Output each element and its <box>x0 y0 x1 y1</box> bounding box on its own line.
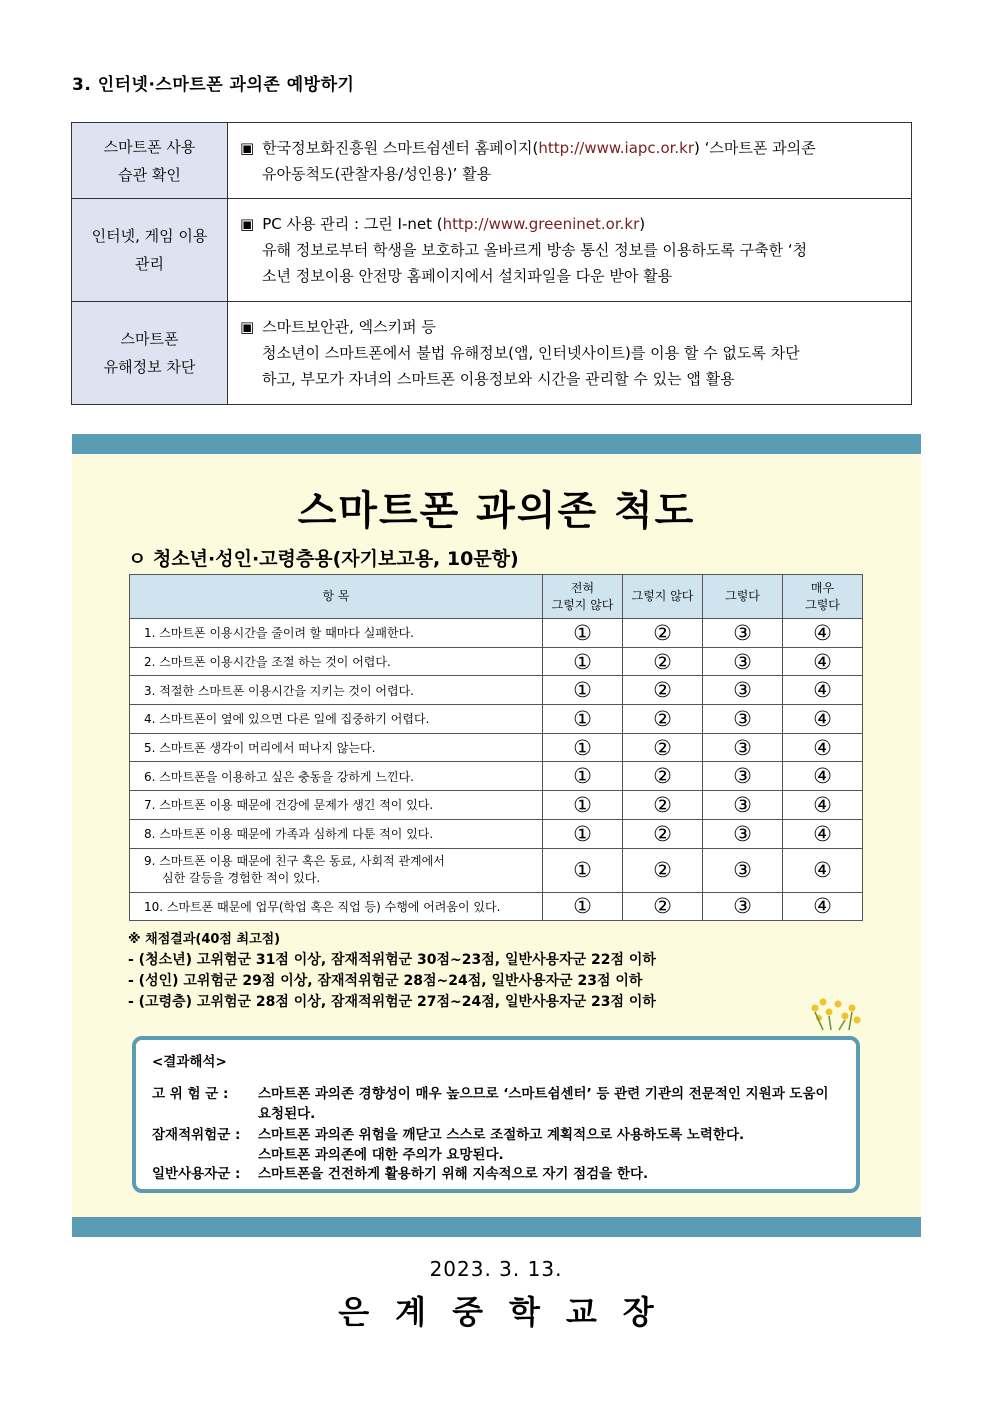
link-url[interactable]: http://www.greeninet.or.kr <box>442 215 640 233</box>
top-bar <box>72 434 921 454</box>
category-label: 유해정보 차단 <box>103 358 196 376</box>
result-row <box>152 1084 852 1124</box>
table-row <box>72 199 912 302</box>
desc-text: 청소년이 스마트폰에서 불법 유해정보(앱, 인터넷사이트)를 이용 할 수 없도록 차단 <box>262 344 800 362</box>
description-cell <box>228 123 912 199</box>
choice-4[interactable]: ④ <box>783 676 863 705</box>
scoring-line: - (청소년) 고위험군 31점 이상, 잠재적위험군 30점~23점, 일반사용자군 22점 이하 <box>128 952 656 968</box>
result-line: 스마트폰 과의존에 대한 주의가 요망된다. <box>258 1147 504 1163</box>
desc-text: PC 사용 관리 : 그린 I-net ( <box>262 215 443 233</box>
item-text: 8. 스마트폰 이용 때문에 가족과 심하게 다툰 적이 있다. <box>144 827 434 842</box>
item-text: 1. 스마트폰 이용시간을 줄이려 할 때마다 실패한다. <box>144 626 414 641</box>
category-cell <box>72 199 228 302</box>
table-row <box>130 733 863 762</box>
document-date: 2023. 3. 13. <box>429 1257 563 1281</box>
desc-text: 소년 정보이용 안전망 홈페이지에서 설치파일을 다운 받아 활용 <box>262 267 673 285</box>
category-cell <box>72 123 228 199</box>
scale-item <box>130 762 543 791</box>
description-cell <box>228 302 912 405</box>
desc-text: 유해 정보로부터 학생을 보호하고 올바르게 방송 통신 정보를 이용하도록 구축한 ‘청 <box>262 241 808 259</box>
choice-3[interactable]: ③ <box>703 647 783 676</box>
choice-4[interactable]: ④ <box>783 762 863 791</box>
result-row <box>152 1164 852 1184</box>
choice-1[interactable]: ① <box>543 705 623 734</box>
category-label: 습관 확인 <box>118 165 181 184</box>
result-line: 요청된다. <box>258 1106 316 1122</box>
choice-2[interactable]: ② <box>623 762 703 791</box>
result-label: 일반사용자군 : <box>152 1166 241 1182</box>
choice-3[interactable]: ③ <box>703 819 783 848</box>
choice-2[interactable]: ② <box>623 733 703 762</box>
result-label: 잠재적위험군 : <box>152 1127 241 1143</box>
result-text <box>258 1084 852 1124</box>
item-text: 3. 적절한 스마트폰 이용시간을 지키는 것이 어렵다. <box>144 683 414 698</box>
scale-subtitle: ㅇ 청소년·성인·고령층용(자기보고용, 10문항) <box>128 548 519 570</box>
choice-4[interactable]: ④ <box>783 619 863 648</box>
result-line: 스마트폰 과의존 경향성이 매우 높으므로 ‘스마트쉼센터’ 등 관련 기관의 전문적인 지원과 도움이 <box>258 1086 829 1102</box>
section-heading: 3. 인터넷·스마트폰 과의존 예방하기 <box>72 75 355 95</box>
scale-item <box>130 848 543 892</box>
scale-panel <box>72 434 921 1237</box>
choice-1[interactable]: ① <box>543 619 623 648</box>
choice-3[interactable]: ③ <box>703 791 783 820</box>
choice-1[interactable]: ① <box>543 848 623 892</box>
header-opt4 <box>783 575 863 619</box>
scale-item <box>130 733 543 762</box>
link-url[interactable]: http://www.iapc.or.kr <box>538 138 695 157</box>
prevention-table <box>71 122 912 405</box>
category-label: 인터넷, 게임 이용 <box>91 227 208 245</box>
table-row <box>130 705 863 734</box>
desc-text: ) ‘스마트폰 과의존 <box>694 138 816 157</box>
result-line: 스마트폰 과의존 위험을 깨닫고 스스로 조절하고 계획적으로 사용하도록 노력한다. <box>258 1127 745 1143</box>
scale-item <box>130 676 543 705</box>
result-head: <결과해석> <box>152 1054 227 1070</box>
scoring-notes <box>128 929 656 1013</box>
scale-item <box>130 619 543 648</box>
choice-1[interactable]: ① <box>543 733 623 762</box>
desc-text: 한국정보화진흥원 스마트쉼센터 홈페이지( <box>262 138 539 157</box>
choice-3[interactable]: ③ <box>703 762 783 791</box>
scoring-line: - (고령층) 고위험군 28점 이상, 잠재적위험군 27점~24점, 일반사용자군 23점 이하 <box>128 994 656 1010</box>
desc-text: ) <box>639 215 646 233</box>
choice-3[interactable]: ③ <box>703 892 783 921</box>
choice-2[interactable]: ② <box>623 676 703 705</box>
table-row <box>130 848 863 892</box>
choice-4[interactable]: ④ <box>783 848 863 892</box>
result-row <box>152 1125 852 1165</box>
table-row <box>72 302 912 405</box>
result-label: 고 위 험 군 : <box>152 1086 229 1102</box>
choice-1[interactable]: ① <box>543 892 623 921</box>
square-bullet-icon: ▣ <box>240 138 255 157</box>
scoring-line: - (성인) 고위험군 29점 이상, 잠재적위험군 28점~24점, 일반사용자군 23점 이하 <box>128 973 643 989</box>
school-signature: 은계중학교장 <box>338 1293 680 1331</box>
flower-icon <box>805 994 865 1034</box>
header-text: 그렇지 않다 <box>551 597 614 612</box>
result-box <box>132 1036 860 1193</box>
table-row <box>72 123 912 199</box>
choice-4[interactable]: ④ <box>783 819 863 848</box>
item-text: 심한 갈등을 경험한 적이 있다. <box>162 871 321 885</box>
desc-text: 스마트보안관, 엑스키퍼 등 <box>262 318 436 336</box>
header-text: 전혀 <box>570 580 595 595</box>
item-text: 9. 스마트폰 이용 때문에 친구 혹은 동료, 사회적 관계에서 <box>144 854 445 868</box>
header-item: 항 목 <box>130 575 543 619</box>
bottom-bar <box>72 1217 921 1237</box>
choice-3[interactable]: ③ <box>703 733 783 762</box>
choice-3[interactable]: ③ <box>703 676 783 705</box>
choice-1[interactable]: ① <box>543 647 623 676</box>
header-row <box>130 575 863 619</box>
category-label: 스마트폰 <box>120 330 179 348</box>
table-row <box>130 676 863 705</box>
header-opt2: 그렇지 않다 <box>623 575 703 619</box>
header-text: 그렇다 <box>805 597 840 612</box>
table-row <box>130 892 863 921</box>
desc-text: 유아동척도(관찰자용/성인용)’ 활용 <box>262 164 492 183</box>
item-text: 10. 스마트폰 때문에 업무(학업 혹은 직업 등) 수행에 어려움이 있다. <box>144 899 501 914</box>
choice-4[interactable]: ④ <box>783 705 863 734</box>
choice-2[interactable]: ② <box>623 619 703 648</box>
choice-3[interactable]: ③ <box>703 619 783 648</box>
table-row <box>130 647 863 676</box>
choice-4[interactable]: ④ <box>783 647 863 676</box>
table-row <box>130 762 863 791</box>
header-opt1 <box>543 575 623 619</box>
item-text: 4. 스마트폰이 옆에 있으면 다른 일에 집중하기 어렵다. <box>144 712 430 727</box>
choice-1[interactable]: ① <box>543 791 623 820</box>
header-text: 매우 <box>810 580 835 595</box>
choice-3[interactable]: ③ <box>703 705 783 734</box>
choice-2[interactable]: ② <box>623 647 703 676</box>
header-opt3: 그렇다 <box>703 575 783 619</box>
result-text <box>258 1164 852 1184</box>
choice-1[interactable]: ① <box>543 676 623 705</box>
item-text: 2. 스마트폰 이용시간을 조절 하는 것이 어렵다. <box>144 655 391 670</box>
square-bullet-icon: ▣ <box>240 318 255 336</box>
description-cell <box>228 199 912 302</box>
scale-item <box>130 819 543 848</box>
choice-3[interactable]: ③ <box>703 848 783 892</box>
table-row <box>130 791 863 820</box>
table-row <box>130 819 863 848</box>
category-cell <box>72 302 228 405</box>
square-bullet-icon: ▣ <box>240 215 255 233</box>
choice-1[interactable]: ① <box>543 762 623 791</box>
choice-1[interactable]: ① <box>543 819 623 848</box>
choice-2[interactable]: ② <box>623 848 703 892</box>
choice-4[interactable]: ④ <box>783 733 863 762</box>
choice-4[interactable]: ④ <box>783 791 863 820</box>
result-text <box>258 1125 852 1165</box>
item-text: 5. 스마트폰 생각이 머리에서 떠나지 않는다. <box>144 741 376 756</box>
scale-item <box>130 705 543 734</box>
scoring-head: ※ 채점결과(40점 최고점) <box>128 932 281 947</box>
scale-item <box>130 791 543 820</box>
choice-2[interactable]: ② <box>623 819 703 848</box>
scale-table <box>129 574 863 921</box>
desc-text: 하고, 부모가 자녀의 스마트폰 이용정보와 시간을 관리할 수 있는 앱 활용 <box>262 370 735 388</box>
category-label: 관리 <box>135 255 164 273</box>
scale-item <box>130 892 543 921</box>
choice-2[interactable]: ② <box>623 791 703 820</box>
item-text: 6. 스마트폰을 이용하고 싶은 충동을 강하게 느낀다. <box>144 769 414 784</box>
choice-2[interactable]: ② <box>623 892 703 921</box>
table-row <box>130 619 863 648</box>
scale-title: 스마트폰 과의존 척도 <box>297 488 696 534</box>
scale-item <box>130 647 543 676</box>
item-text: 7. 스마트폰 이용 때문에 건강에 문제가 생긴 적이 있다. <box>144 798 434 813</box>
choice-4[interactable]: ④ <box>783 892 863 921</box>
result-line: 스마트폰을 건전하게 활용하기 위해 지속적으로 자기 점검을 한다. <box>258 1166 649 1182</box>
choice-2[interactable]: ② <box>623 705 703 734</box>
category-label: 스마트폰 사용 <box>103 137 196 156</box>
